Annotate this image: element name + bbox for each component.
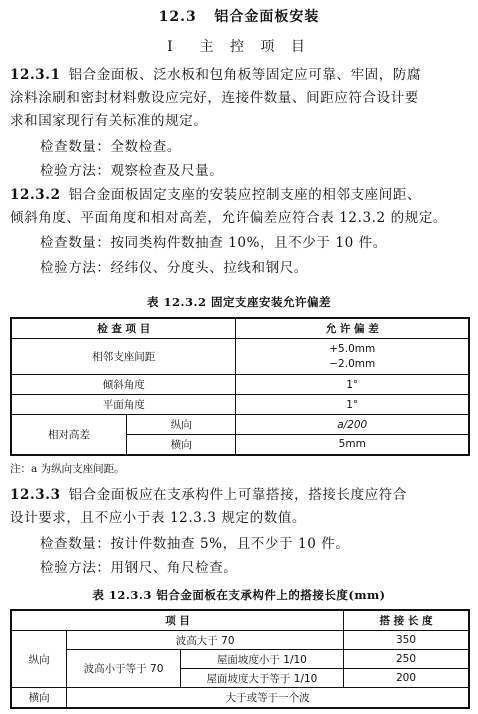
- table-cell: 屋面坡度小于 1/10: [180, 650, 343, 669]
- clause-line: 求和国家现行有关标准的规定。: [10, 113, 208, 129]
- table-header: 检 查 项 目: [11, 318, 236, 339]
- table-cell: 相邻支座间距: [11, 339, 236, 375]
- clause-number: 12.3.3: [10, 487, 61, 503]
- table-caption: 表 12.3.2 固定支座安装允许偏差: [146, 295, 332, 309]
- clause-line: 铝合金面板固定支座的安装应控制支座的相邻支座间距、: [68, 187, 422, 203]
- clause-12-3-3: [10, 484, 470, 530]
- table-header: 搭 接 长 度: [344, 610, 469, 631]
- table-cell: 250: [344, 650, 469, 669]
- table-cell: 5mm: [236, 435, 469, 455]
- clause-number: 12.3.2: [10, 187, 61, 203]
- table-cell: 大于或等于一个波: [67, 688, 469, 708]
- table-cell: 横向: [126, 435, 235, 455]
- clause-number: 12.3.1: [10, 67, 61, 83]
- table-cell: 屋面坡度大于等于 1/10: [180, 669, 343, 688]
- value-minus: −2.0mm: [329, 357, 376, 370]
- clause-line: 铝合金面板、泛水板和包角板等固定应可靠、牢固，防腐: [68, 67, 422, 83]
- tolerance-table: [10, 317, 470, 456]
- check-method: 检验方法：用钢尺、角尺检查。: [40, 560, 238, 576]
- subsection-title-text: 主 控 项 目: [199, 39, 311, 55]
- table-cell: 平面角度: [11, 395, 236, 415]
- section-title-text: 铝合金面板安装: [214, 9, 320, 25]
- table-cell: 200: [344, 669, 469, 688]
- table-cell: 1°: [236, 375, 469, 395]
- table-caption: 表 12.3.3 铝合金面板在支承构件上的搭接长度(mm): [92, 588, 386, 602]
- check-method: 检验方法：观察检查及尺量。: [40, 163, 224, 179]
- subsection-roman: Ⅰ: [167, 39, 179, 55]
- clause-line: 铝合金面板应在支承构件上可靠搭接，搭接长度应符合: [68, 487, 407, 503]
- table-cell: 倾斜角度: [11, 375, 236, 395]
- clause-line: 涂料涂刷和密封材料敷设应完好，连接件数量、间距应符合设计要: [10, 90, 419, 106]
- clause-line: 设计要求，且不应小于表 12.3.3 规定的数值。: [10, 510, 307, 526]
- table-cell: 纵向: [11, 631, 67, 688]
- check-quantity: 检查数量：全数检查。: [40, 139, 181, 155]
- lap-length-table: [10, 609, 470, 709]
- clause-12-3-2: [10, 184, 470, 230]
- table-cell: 波高大于 70: [67, 631, 344, 650]
- table-header: 允 许 偏 差: [236, 318, 469, 339]
- table-cell: [236, 339, 469, 375]
- table-header: 项 目: [11, 610, 344, 631]
- section-number: 12.3: [158, 9, 197, 25]
- check-quantity: 检查数量：按同类构件数抽查 10%，且不少于 10 件。: [40, 235, 387, 251]
- table-note: 注：a 为纵向支座间距。: [10, 463, 125, 475]
- clause-12-3-1: [10, 64, 470, 133]
- table-cell: 350: [344, 631, 469, 650]
- table-cell: 相对高差: [11, 415, 126, 455]
- subsection-title: [0, 36, 478, 56]
- table-cell: a/200: [236, 415, 469, 435]
- check-method: 检验方法：经纬仪、分度头、拉线和钢尺。: [40, 260, 308, 276]
- value-plus: +5.0mm: [329, 342, 376, 355]
- table-cell: 横向: [11, 688, 67, 708]
- table-cell: 纵向: [126, 415, 235, 435]
- clause-line: 倾斜角度、平面角度和相对高差，允许偏差应符合表 12.3.2 的规定。: [10, 210, 448, 226]
- check-quantity: 检查数量：按计件数抽查 5%，且不少于 10 件。: [40, 536, 350, 552]
- table-cell: 1°: [236, 395, 469, 415]
- table-cell: 波高小于等于 70: [67, 650, 180, 688]
- section-title: [0, 6, 478, 26]
